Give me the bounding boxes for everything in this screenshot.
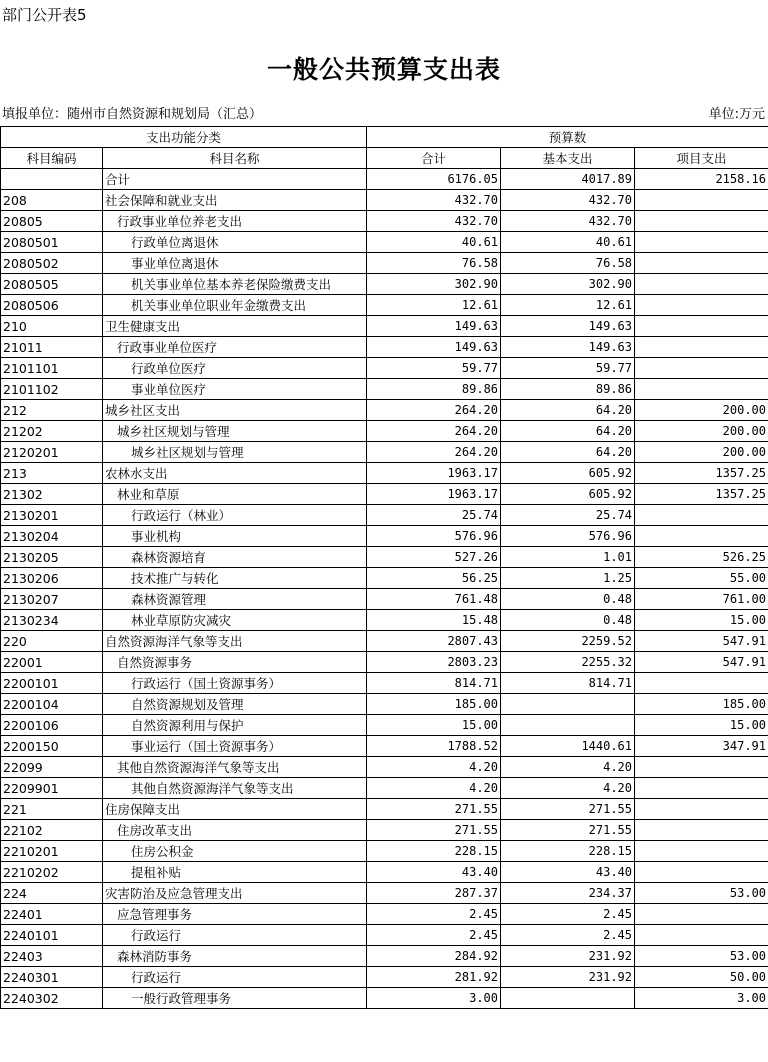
total-cell: 40.61	[367, 232, 501, 253]
project-cell: 761.00	[635, 589, 768, 610]
code-cell: 2240302	[1, 988, 103, 1009]
total-cell: 228.15	[367, 841, 501, 862]
table-row	[1, 568, 768, 589]
project-cell: 185.00	[635, 694, 768, 715]
project-cell: 1357.25	[635, 463, 768, 484]
name-cell: 其他自然资源海洋气象等支出	[103, 778, 367, 799]
project-cell	[635, 211, 768, 232]
basic-cell: 2259.52	[501, 631, 635, 652]
table-row	[1, 169, 768, 190]
name-cell: 机关事业单位职业年金缴费支出	[103, 295, 367, 316]
table-body	[1, 169, 768, 1009]
name-cell: 自然资源事务	[103, 652, 367, 673]
name-cell: 自然资源利用与保护	[103, 715, 367, 736]
project-cell: 1357.25	[635, 484, 768, 505]
project-cell	[635, 925, 768, 946]
currency-unit: 单位:万元	[708, 107, 765, 122]
project-cell	[635, 379, 768, 400]
name-cell: 自然资源规划及管理	[103, 694, 367, 715]
project-cell: 2158.16	[635, 169, 768, 190]
basic-cell: 271.55	[501, 799, 635, 820]
code-cell: 22001	[1, 652, 103, 673]
table-row	[1, 820, 768, 841]
table-row	[1, 652, 768, 673]
basic-cell: 234.37	[501, 883, 635, 904]
project-cell	[635, 778, 768, 799]
code-cell: 21011	[1, 337, 103, 358]
name-cell: 灾害防治及应急管理支出	[103, 883, 367, 904]
table-row	[1, 715, 768, 736]
table-row	[1, 295, 768, 316]
basic-cell: 302.90	[501, 274, 635, 295]
name-cell: 行政单位离退休	[103, 232, 367, 253]
code-cell: 2080501	[1, 232, 103, 253]
basic-cell: 149.63	[501, 316, 635, 337]
basic-cell: 576.96	[501, 526, 635, 547]
name-cell: 合计	[103, 169, 367, 190]
code-cell: 22403	[1, 946, 103, 967]
table-row	[1, 232, 768, 253]
project-cell: 15.00	[635, 610, 768, 631]
name-cell: 行政运行	[103, 967, 367, 988]
table-row	[1, 925, 768, 946]
name-cell: 提租补贴	[103, 862, 367, 883]
code-cell: 2101101	[1, 358, 103, 379]
table-row	[1, 736, 768, 757]
table-row	[1, 484, 768, 505]
code-cell: 22102	[1, 820, 103, 841]
name-cell: 农林水支出	[103, 463, 367, 484]
total-cell: 761.48	[367, 589, 501, 610]
basic-cell: 2.45	[501, 925, 635, 946]
basic-cell: 89.86	[501, 379, 635, 400]
total-cell: 3.00	[367, 988, 501, 1009]
table-row	[1, 757, 768, 778]
header-function-class: 支出功能分类	[1, 127, 367, 148]
total-cell: 76.58	[367, 253, 501, 274]
name-cell: 行政运行（国土资源事务）	[103, 673, 367, 694]
code-cell: 2209901	[1, 778, 103, 799]
code-cell: 213	[1, 463, 103, 484]
total-cell: 2803.23	[367, 652, 501, 673]
name-cell: 城乡社区规划与管理	[103, 442, 367, 463]
code-cell: 2130205	[1, 547, 103, 568]
basic-cell: 271.55	[501, 820, 635, 841]
name-cell: 森林资源培育	[103, 547, 367, 568]
total-cell: 432.70	[367, 190, 501, 211]
basic-cell: 0.48	[501, 610, 635, 631]
project-cell: 53.00	[635, 946, 768, 967]
table-row	[1, 274, 768, 295]
table-row	[1, 799, 768, 820]
reporting-unit: 填报单位：随州市自然资源和规划局（汇总）	[2, 107, 263, 122]
code-cell: 22099	[1, 757, 103, 778]
project-cell	[635, 316, 768, 337]
project-cell	[635, 757, 768, 778]
header-project: 项目支出	[635, 148, 768, 169]
project-cell: 347.91	[635, 736, 768, 757]
project-cell	[635, 799, 768, 820]
table-row	[1, 211, 768, 232]
code-cell: 2120201	[1, 442, 103, 463]
code-cell: 220	[1, 631, 103, 652]
budget-table	[0, 126, 768, 1009]
page-title: 一般公共预算支出表	[266, 55, 501, 84]
name-cell: 事业单位离退休	[103, 253, 367, 274]
header-row-group	[1, 127, 768, 148]
basic-cell	[501, 715, 635, 736]
code-cell: 2200104	[1, 694, 103, 715]
total-cell: 12.61	[367, 295, 501, 316]
name-cell: 其他自然资源海洋气象等支出	[103, 757, 367, 778]
table-row	[1, 526, 768, 547]
table-row	[1, 505, 768, 526]
project-cell	[635, 295, 768, 316]
name-cell: 行政事业单位养老支出	[103, 211, 367, 232]
basic-cell: 605.92	[501, 484, 635, 505]
header-basic: 基本支出	[501, 148, 635, 169]
code-cell: 21202	[1, 421, 103, 442]
table-row	[1, 841, 768, 862]
name-cell: 住房保障支出	[103, 799, 367, 820]
basic-cell: 605.92	[501, 463, 635, 484]
basic-cell: 231.92	[501, 967, 635, 988]
table-row	[1, 421, 768, 442]
code-cell: 22401	[1, 904, 103, 925]
basic-cell: 432.70	[501, 190, 635, 211]
total-cell: 264.20	[367, 421, 501, 442]
basic-cell: 4.20	[501, 757, 635, 778]
total-cell: 15.00	[367, 715, 501, 736]
code-cell: 2130201	[1, 505, 103, 526]
project-cell	[635, 526, 768, 547]
total-cell: 814.71	[367, 673, 501, 694]
project-cell: 200.00	[635, 442, 768, 463]
basic-cell: 76.58	[501, 253, 635, 274]
project-cell: 50.00	[635, 967, 768, 988]
basic-cell: 814.71	[501, 673, 635, 694]
name-cell: 应急管理事务	[103, 904, 367, 925]
total-cell: 281.92	[367, 967, 501, 988]
total-cell: 1788.52	[367, 736, 501, 757]
project-cell: 53.00	[635, 883, 768, 904]
table-row	[1, 190, 768, 211]
basic-cell: 432.70	[501, 211, 635, 232]
total-cell: 59.77	[367, 358, 501, 379]
table-row	[1, 862, 768, 883]
total-cell: 43.40	[367, 862, 501, 883]
table-row	[1, 463, 768, 484]
total-cell: 149.63	[367, 337, 501, 358]
name-cell: 林业草原防灾减灾	[103, 610, 367, 631]
project-cell: 547.91	[635, 631, 768, 652]
table-row	[1, 673, 768, 694]
total-cell: 2.45	[367, 925, 501, 946]
basic-cell: 4.20	[501, 778, 635, 799]
project-cell	[635, 274, 768, 295]
total-cell: 4.20	[367, 757, 501, 778]
project-cell	[635, 862, 768, 883]
code-cell: 2080502	[1, 253, 103, 274]
basic-cell: 12.61	[501, 295, 635, 316]
form-label: 部门公开表5	[2, 6, 87, 24]
total-cell: 89.86	[367, 379, 501, 400]
table-row	[1, 610, 768, 631]
basic-cell: 40.61	[501, 232, 635, 253]
total-cell: 264.20	[367, 442, 501, 463]
table-row	[1, 904, 768, 925]
code-cell: 2101102	[1, 379, 103, 400]
code-cell: 210	[1, 316, 103, 337]
name-cell: 行政运行（林业）	[103, 505, 367, 526]
name-cell: 森林资源管理	[103, 589, 367, 610]
name-cell: 卫生健康支出	[103, 316, 367, 337]
name-cell: 社会保障和就业支出	[103, 190, 367, 211]
table-row	[1, 631, 768, 652]
table-row	[1, 988, 768, 1009]
project-cell: 547.91	[635, 652, 768, 673]
name-cell: 行政事业单位医疗	[103, 337, 367, 358]
code-cell	[1, 169, 103, 190]
total-cell: 2807.43	[367, 631, 501, 652]
project-cell: 55.00	[635, 568, 768, 589]
name-cell: 技术推广与转化	[103, 568, 367, 589]
project-cell: 200.00	[635, 400, 768, 421]
project-cell	[635, 673, 768, 694]
code-cell: 2200106	[1, 715, 103, 736]
basic-cell: 231.92	[501, 946, 635, 967]
total-cell: 271.55	[367, 820, 501, 841]
code-cell: 2130234	[1, 610, 103, 631]
project-cell: 15.00	[635, 715, 768, 736]
table-row	[1, 442, 768, 463]
code-cell: 208	[1, 190, 103, 211]
code-cell: 2130207	[1, 589, 103, 610]
table-row	[1, 337, 768, 358]
total-cell: 264.20	[367, 400, 501, 421]
table-row	[1, 967, 768, 988]
total-cell: 284.92	[367, 946, 501, 967]
table-row	[1, 316, 768, 337]
name-cell: 林业和草原	[103, 484, 367, 505]
table-row	[1, 694, 768, 715]
code-cell: 221	[1, 799, 103, 820]
code-cell: 2240101	[1, 925, 103, 946]
header-name: 科目名称	[103, 148, 367, 169]
header-total: 合计	[367, 148, 501, 169]
code-cell: 2200150	[1, 736, 103, 757]
total-cell: 576.96	[367, 526, 501, 547]
name-cell: 事业机构	[103, 526, 367, 547]
table-row	[1, 358, 768, 379]
basic-cell: 149.63	[501, 337, 635, 358]
code-cell: 2080505	[1, 274, 103, 295]
table-row	[1, 379, 768, 400]
name-cell: 事业运行（国土资源事务）	[103, 736, 367, 757]
table-row	[1, 946, 768, 967]
project-cell	[635, 337, 768, 358]
table-row	[1, 547, 768, 568]
code-cell: 20805	[1, 211, 103, 232]
total-cell: 25.74	[367, 505, 501, 526]
basic-cell: 25.74	[501, 505, 635, 526]
name-cell: 行政运行	[103, 925, 367, 946]
total-cell: 15.48	[367, 610, 501, 631]
basic-cell: 43.40	[501, 862, 635, 883]
code-cell: 2210202	[1, 862, 103, 883]
header-budget: 预算数	[367, 127, 768, 148]
total-cell: 432.70	[367, 211, 501, 232]
name-cell: 城乡社区支出	[103, 400, 367, 421]
code-cell: 2210201	[1, 841, 103, 862]
name-cell: 机关事业单位基本养老保险缴费支出	[103, 274, 367, 295]
total-cell: 1963.17	[367, 463, 501, 484]
code-cell: 212	[1, 400, 103, 421]
basic-cell: 0.48	[501, 589, 635, 610]
basic-cell: 2.45	[501, 904, 635, 925]
name-cell: 住房公积金	[103, 841, 367, 862]
header-code: 科目编码	[1, 148, 103, 169]
code-cell: 224	[1, 883, 103, 904]
total-cell: 302.90	[367, 274, 501, 295]
project-cell: 526.25	[635, 547, 768, 568]
basic-cell: 1.25	[501, 568, 635, 589]
table-row	[1, 778, 768, 799]
project-cell	[635, 820, 768, 841]
project-cell: 3.00	[635, 988, 768, 1009]
table-row	[1, 883, 768, 904]
code-cell: 2240301	[1, 967, 103, 988]
code-cell: 2200101	[1, 673, 103, 694]
basic-cell	[501, 988, 635, 1009]
project-cell: 200.00	[635, 421, 768, 442]
basic-cell: 1440.61	[501, 736, 635, 757]
total-cell: 6176.05	[367, 169, 501, 190]
name-cell: 森林消防事务	[103, 946, 367, 967]
basic-cell: 228.15	[501, 841, 635, 862]
basic-cell: 4017.89	[501, 169, 635, 190]
name-cell: 事业单位医疗	[103, 379, 367, 400]
basic-cell: 64.20	[501, 400, 635, 421]
total-cell: 271.55	[367, 799, 501, 820]
project-cell	[635, 253, 768, 274]
total-cell: 527.26	[367, 547, 501, 568]
total-cell: 287.37	[367, 883, 501, 904]
table-row	[1, 589, 768, 610]
basic-cell: 2255.32	[501, 652, 635, 673]
project-cell	[635, 505, 768, 526]
name-cell: 城乡社区规划与管理	[103, 421, 367, 442]
header-row-columns	[1, 148, 768, 169]
name-cell: 住房改革支出	[103, 820, 367, 841]
code-cell: 21302	[1, 484, 103, 505]
total-cell: 56.25	[367, 568, 501, 589]
total-cell: 149.63	[367, 316, 501, 337]
unit-row	[2, 103, 765, 122]
code-cell: 2130204	[1, 526, 103, 547]
name-cell: 一般行政管理事务	[103, 988, 367, 1009]
basic-cell: 59.77	[501, 358, 635, 379]
project-cell	[635, 358, 768, 379]
total-cell: 1963.17	[367, 484, 501, 505]
name-cell: 行政单位医疗	[103, 358, 367, 379]
table-row	[1, 400, 768, 421]
basic-cell: 64.20	[501, 442, 635, 463]
basic-cell: 64.20	[501, 421, 635, 442]
code-cell: 2130206	[1, 568, 103, 589]
project-cell	[635, 904, 768, 925]
code-cell: 2080506	[1, 295, 103, 316]
name-cell: 自然资源海洋气象等支出	[103, 631, 367, 652]
total-cell: 2.45	[367, 904, 501, 925]
project-cell	[635, 190, 768, 211]
project-cell	[635, 841, 768, 862]
total-cell: 185.00	[367, 694, 501, 715]
basic-cell: 1.01	[501, 547, 635, 568]
project-cell	[635, 232, 768, 253]
table-row	[1, 253, 768, 274]
basic-cell	[501, 694, 635, 715]
total-cell: 4.20	[367, 778, 501, 799]
